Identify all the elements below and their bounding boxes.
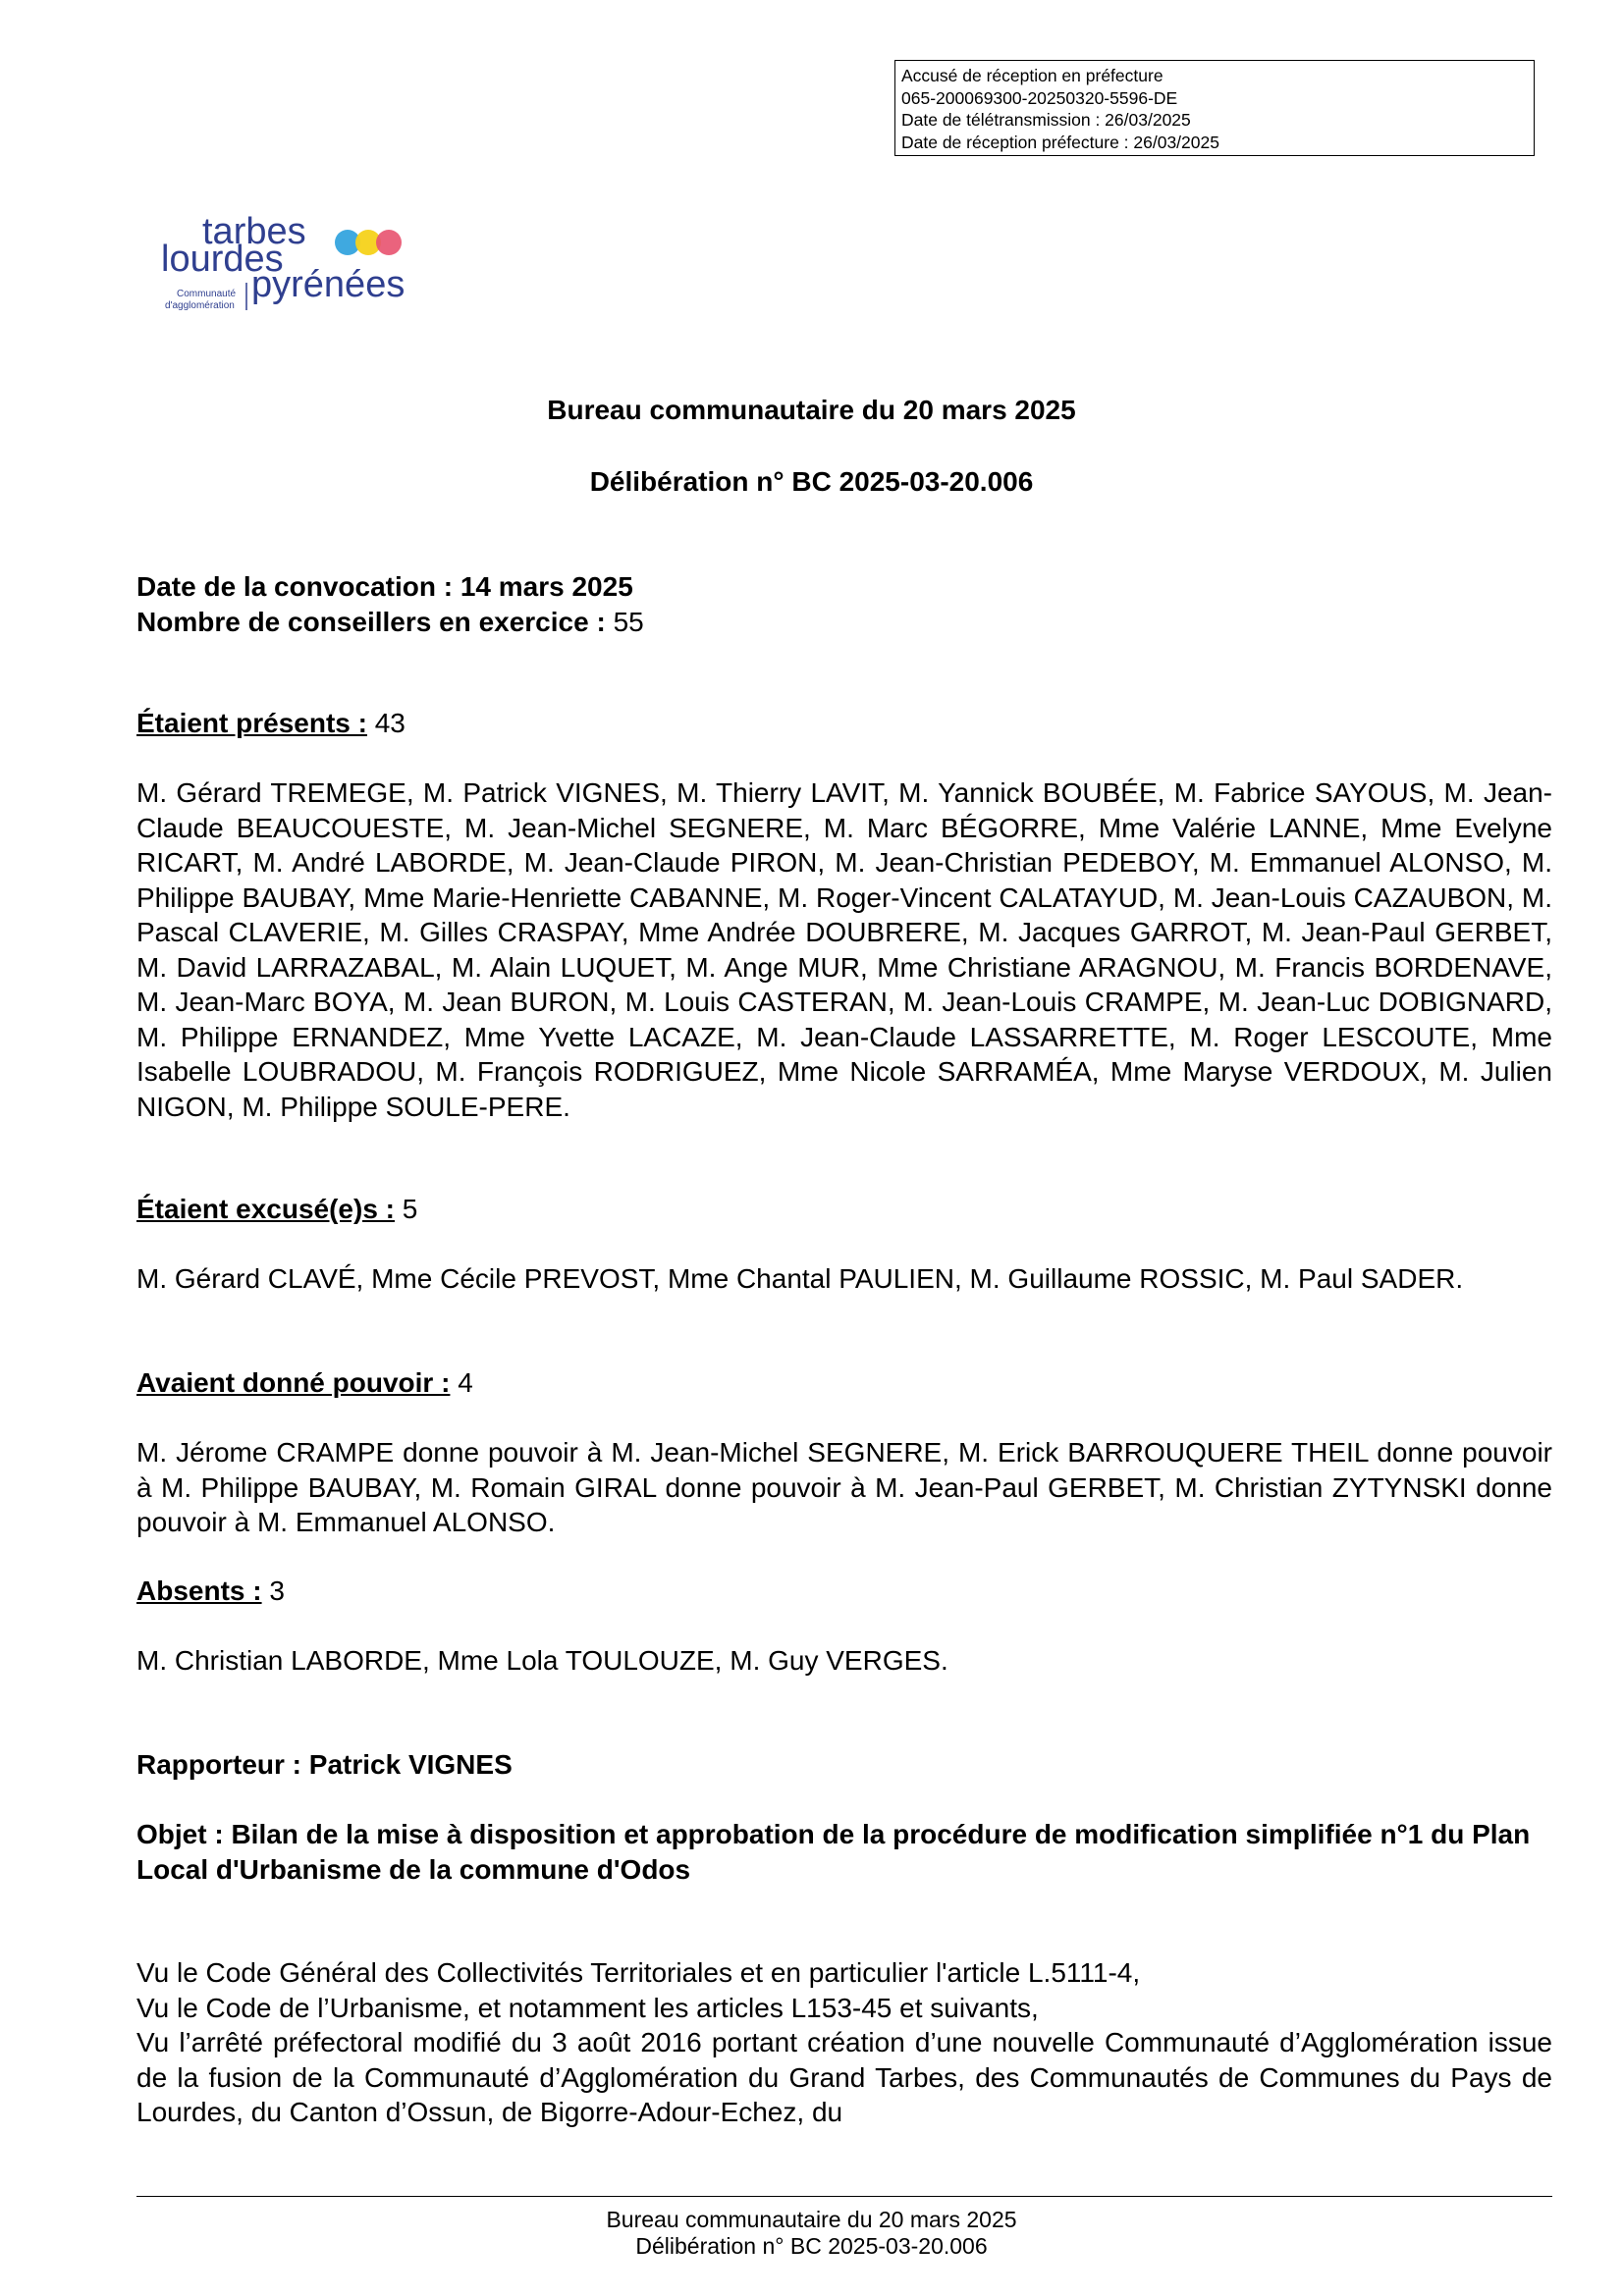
vu-urbanisme: Vu le Code de l’Urbanisme, et notamment les articles L153-45 et suivants, — [136, 1992, 1039, 2023]
conseillers-value: 55 — [613, 606, 644, 637]
agglomeration-logo — [159, 214, 424, 312]
vu-arrete: Vu l’arrêté préfectoral modifié du 3 août 2016 portant création d’une nouvelle Communauté d’Agglomération issue de la fusion de la Communauté d’Agglomération du Grand Tarbes, des Communautés de Communes du Pays de Lourdes, du Canton d’Ossun, de Bigorre-Adour-Echez, du — [136, 2027, 1552, 2127]
vu-section — [136, 1955, 1552, 2130]
stamp-line-3: Date de télétransmission : 26/03/2025 — [901, 110, 1191, 130]
presents-label: Étaient présents : — [136, 708, 367, 738]
conseillers-label: Nombre de conseillers en exercice : — [136, 606, 606, 637]
pouvoirs-heading — [136, 1365, 1552, 1401]
logo-graphic — [159, 214, 424, 312]
meeting-title: Bureau communautaire du 20 mars 2025 — [547, 395, 1076, 425]
absents-label: Absents : — [136, 1575, 262, 1606]
pouvoirs-count: 4 — [458, 1367, 473, 1398]
conseillers-line — [136, 605, 1552, 640]
deliberation-number: Délibération n° BC 2025-03-20.006 — [589, 466, 1034, 497]
excuses-heading — [136, 1192, 1552, 1227]
page-footer — [0, 2207, 1623, 2260]
pouvoirs-label: Avaient donné pouvoir : — [136, 1367, 451, 1398]
footer-title: Bureau communautaire du 20 mars 2025 — [606, 2207, 1017, 2232]
logo-word-tarbes: tarbes — [202, 214, 306, 252]
absents-count: 3 — [269, 1575, 285, 1606]
reception-stamp — [894, 60, 1535, 156]
excuses-label: Étaient excusé(e)s : — [136, 1194, 395, 1224]
absents-heading — [136, 1574, 1552, 1609]
footer-divider — [136, 2196, 1552, 2197]
pouvoirs-list: M. Jérome CRAMPE donne pouvoir à M. Jean-Michel SEGNERE, M. Erick BARROUQUERE THEIL donne pouvoir à M. Philippe BAUBAY, M. Romain GIRAL donne pouvoir à M. Jean-Paul GERBET, M. Christian ZYTYNSKI donne pouvoir à M. Emmanuel ALONSO. — [136, 1437, 1552, 1537]
presents-list: M. Gérard TREMEGE, M. Patrick VIGNES, M. Thierry LAVIT, M. Yannick BOUBÉE, M. Fabrice SAYOUS, M. Jean-Claude BEAUCOUESTE, M. Jean-Michel SEGNERE, M. Marc BÉGORRE, Mme Valérie LANNE, Mme Evelyne RICART, M. André LABORDE, M. Jean-Claude PIRON, M. Jean-Christian PEDEBOY, M. Emmanuel ALONSO, M. Philippe BAUBAY, Mme Marie-Henriette CABANNE, M. Roger-Vincent CALATAYUD, M. Jean-Louis CAZAUBON, M. Pascal CLAVERIE, M. Gilles CRASPAY, Mme Andrée DOUBRERE, M. Jacques GARROT, M. Jean-Paul GERBET, M. David LARRAZABAL, M. Alain LUQUET, M. Ange MUR, Mme Christiane ARAGNOU, M. Francis BORDENAVE, M. Jean-Marc BOYA, M. Jean BURON, M. Louis CASTERAN, M. Jean-Louis CRAMPE, M. Jean-Luc DOBIGNARD, M. Philippe ERNANDEZ, Mme Yvette LACAZE, M. Jean-Claude LASSARRETTE, M. Roger LESCOUTE, Mme Isabelle LOUBRADOU, M. François RODRIGUEZ, Mme Nicole SARRAMÉA, Mme Maryse VERDOUX, M. Julien NIGON, M. Philippe SOULE-PERE. — [136, 777, 1552, 1122]
absents-list: M. Christian LABORDE, Mme Lola TOULOUZE, M. Guy VERGES. — [136, 1645, 948, 1676]
convocation-date: Date de la convocation : 14 mars 2025 — [136, 571, 633, 602]
logo-sub-agglomeration: d'agglomération — [165, 300, 235, 311]
vu-cgct: Vu le Code Général des Collectivités Territoriales et en particulier l'article L.5111-4, — [136, 1957, 1141, 1988]
excuses-count: 5 — [402, 1194, 418, 1224]
logo-word-lourdes: lourdes — [161, 239, 284, 280]
presents-heading — [136, 706, 1552, 741]
excuses-list: M. Gérard CLAVÉ, Mme Cécile PREVOST, Mme Chantal PAULIEN, M. Guillaume ROSSIC, M. Paul SADER. — [136, 1263, 1464, 1294]
logo-dot-pink — [376, 230, 402, 255]
stamp-line-4: Date de réception préfecture : 26/03/2025 — [901, 132, 1219, 152]
presents-count: 43 — [374, 708, 406, 738]
stamp-line-1: Accusé de réception en préfecture — [901, 66, 1163, 85]
meta-block — [136, 569, 1552, 639]
objet: Objet : Bilan de la mise à disposition et approbation de la procédure de modification simplifiée n°1 du Plan Local d'Urbanisme de la commune d'Odos — [136, 1819, 1531, 1885]
logo-sub-communaute: Communauté — [177, 289, 237, 299]
footer-deliberation: Délibération n° BC 2025-03-20.006 — [635, 2233, 988, 2259]
logo-word-pyrenees: pyrénées — [251, 264, 406, 305]
rapporteur: Rapporteur : Patrick VIGNES — [136, 1749, 513, 1780]
stamp-line-2: 065-200069300-20250320-5596-DE — [901, 87, 1178, 108]
